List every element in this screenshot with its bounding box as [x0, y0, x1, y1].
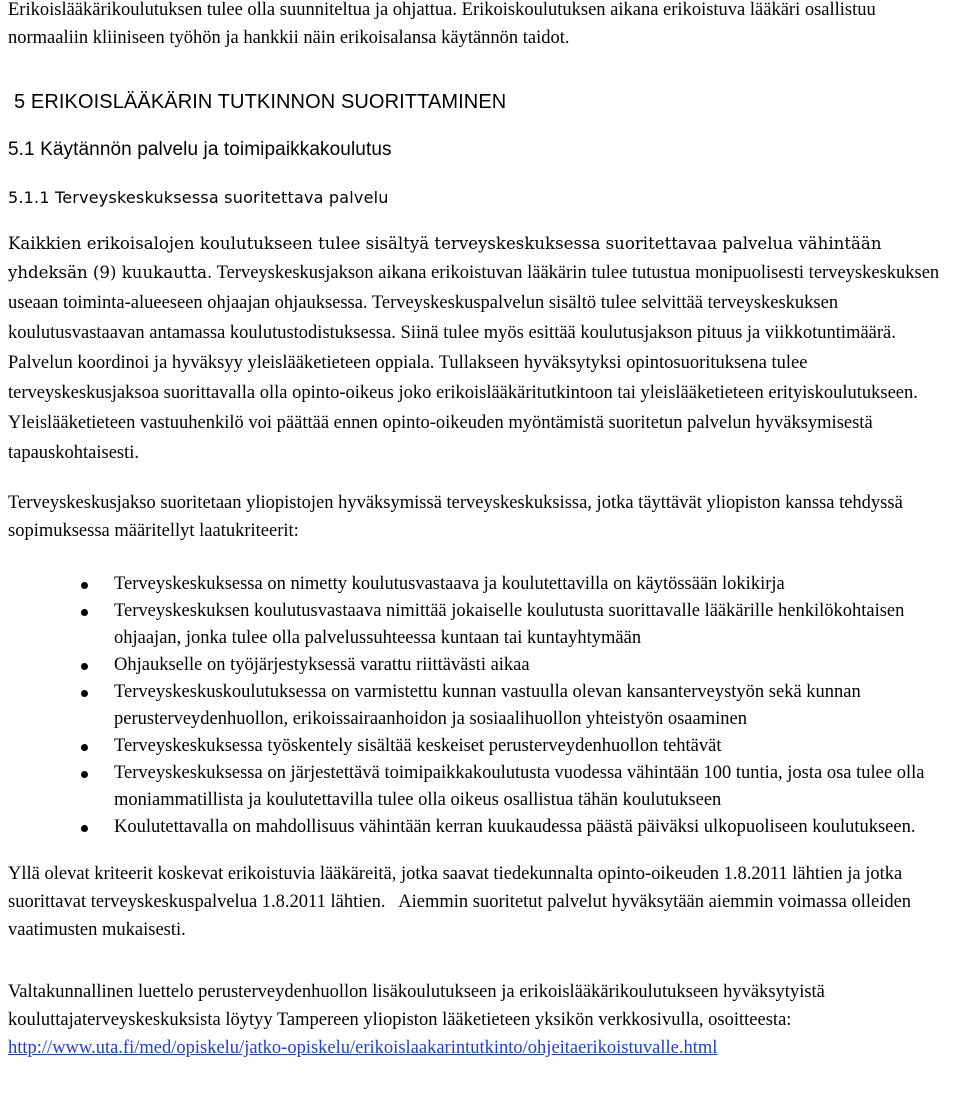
- intro-paragraph: Erikoislääkärikoulutuksen tulee olla suunniteltua ja ohjattua. Erikoiskoulutuksen aikana erikoistuva lääkäri osallistuu normaaliin kliiniseen työhön ja hankkii näin erikoisalansa käytännön taidot.: [8, 0, 876, 48]
- list-item: Terveyskeskuskoulutuksessa on varmistettu kunnan vastuulla olevan kansanterveystyön sekä kunnan perusterveydenhuollon, erikoissairaanhoidon ja sosiaalihuollon yhteistyön osaaminen: [8, 679, 958, 733]
- service-paragraph-rest: Terveyskeskusjakson aikana erikoistuvan lääkärin tulee tutustua monipuolisesti terveyskeskuksen useaan toiminta-alueeseen ohjaajan ohjauksessa. Terveyskeskuspalvelun sisältö tulee selvittää terveyskeskuksen koulutusvastaavan antamassa koulutustodistuksessa. Siinä tulee myös esittää koulutusjakson pituus ja viikkotuntimäärä. Palvelun koordinoi ja hyväksyy yleislääketieteen oppiala. Tullakseen hyväksytyksi opintosuorituksena tulee terveyskeskusjaksoa suorittavalla olla opinto-oikeus joko erikoislääkäritutkintoon tai yleislääketieteen erityiskoulutukseen. Yleislääketieteen vastuuhenkilö voi päättää ennen opinto-oikeuden myöntämistä suoritetun palvelun hyväksymisestä tapauskohtaisesti.: [8, 263, 940, 463]
- registry-text: Valtakunnallinen luettelo perusterveydenhuollon lisäkoulutukseen ja erikoislääkärikoulutukseen hyväksytyistä kouluttajaterveyskeskuksista löytyy Tampereen yliopiston lääketieteen yksikön verkkosivulla, osoitteesta:: [8, 982, 825, 1030]
- document-page: [8, 0, 958, 1062]
- service-paragraph: [8, 229, 958, 468]
- list-item: Terveyskeskuksessa työskentely sisältää keskeiset perusterveydenhuollon tehtävät: [8, 733, 958, 760]
- list-item: Terveyskeskuksessa on nimetty koulutusvastaava ja koulutettavilla on käytössään lokikirja: [8, 571, 958, 598]
- list-item: Terveyskeskuksen koulutusvastaava nimittää jokaiselle koulutusta suorittavalle lääkärille henkilökohtaisen ohjaajan, jonka tulee olla palvelussuhteessa kuntaan tai kuntayhtymään: [8, 598, 958, 652]
- subsection-heading: 5.1 Käytännön palvelu ja toimipaikkakoulutus: [8, 139, 392, 160]
- registry-link[interactable]: http://www.uta.fi/med/opiskelu/jatko-opiskelu/erikoislaakarintutkinto/ohjeitaerikoistuvalle.html: [8, 1038, 718, 1058]
- service-paragraph-lead: Kaikkien erikoisalojen koulutukseen tulee sisältyä terveyskeskuksessa suoritettavaa palvelua vähintään yhdeksän (9) kuukautta.: [8, 234, 882, 282]
- list-item: Ohjaukselle on työjärjestyksessä varattu riittävästi aikaa: [8, 652, 958, 679]
- list-item: Terveyskeskuksessa on järjestettävä toimipaikkakoulutusta vuodessa vähintään 100 tuntia, josta osa tulee olla moniammatillista ja koulutettavilla tulee olla oikeus osallistua tähän koulutukseen: [8, 760, 958, 814]
- subsubsection-heading: 5.1.1 Terveyskeskuksessa suoritettava palvelu: [8, 188, 389, 207]
- list-item: Koulutettavalla on mahdollisuus vähintään kerran kuukaudessa päästä päiväksi ulkopuoliseen koulutukseen.: [8, 814, 958, 841]
- quality-criteria-intro: Terveyskeskusjakso suoritetaan yliopistojen hyväksymissä terveyskeskuksissa, jotka täyttävät yliopiston kanssa tehdyssä sopimuksessa määritellyt laatukriteerit:: [8, 493, 903, 541]
- criteria-note: Yllä olevat kriteerit koskevat erikoistuvia lääkäreitä, jotka saavat tiedekunnalta opinto-oikeuden 1.8.2011 lähtien ja jotka suorittavat terveyskeskuspalvelua 1.8.2011 lähtien. Aiemmin suoritetut palvelut hyväksytään aiemmin voimassa olleiden vaatimusten mukaisesti.: [8, 864, 916, 940]
- registry-paragraph: [8, 978, 958, 1062]
- section-heading: 5 ERIKOISLÄÄKÄRIN TUTKINNON SUORITTAMINEN: [14, 91, 507, 113]
- criteria-list: [8, 571, 958, 841]
